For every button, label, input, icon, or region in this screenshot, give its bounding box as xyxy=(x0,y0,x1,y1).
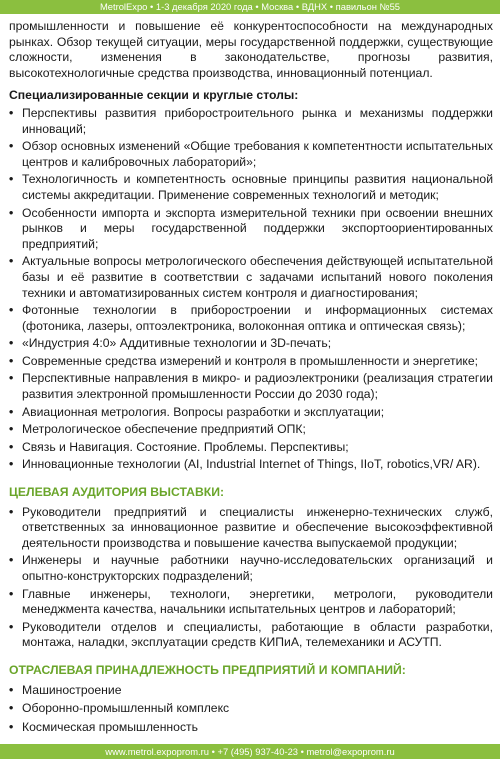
intro-paragraph: промышленности и повышение её конкурентоспособности на международных рынках. Обзор текущей ситуации, меры государственной поддержки, существующие сложности, изменения в законодательстве, прогнозы развития, высокотехнологичные средства производства, инновационный потенциал. xyxy=(9,19,493,80)
list-item: • Руководители отделов и специалисты, работающие в области разработки, монтажа, наладки, эксплуатации средств КИПиА, телемеханики и АСУТП. xyxy=(9,620,493,651)
list-item: • Перспективы развития приборостроительного рынка и механизмы поддержки инноваций; xyxy=(9,106,493,137)
list-item: • Инженеры и научные работники научно-исследовательских организаций и опытно-конструкторских подразделений; xyxy=(9,553,493,584)
audience-list xyxy=(9,505,493,651)
list-item: • Руководители предприятий и специалисты инженерно-технических служб, ответственных за инновационное развитие и обеспечение высокоэффективной деятельности производства и повышение качества выпускаемой продукции; xyxy=(9,505,493,552)
footer-bar xyxy=(0,744,500,759)
industry-heading: ОТРАСЛЕВАЯ ПРИНАДЛЕЖНОСТЬ ПРЕДПРИЯТИЙ И КОМПАНИЙ: xyxy=(9,662,406,677)
list-item: • Актуальные вопросы метрологического обеспечения действующей испытательной базы и её развитие в соответствии с задачами испытаний нового поколения техники и автоматизированных систем контроля и диагностирования; xyxy=(9,254,493,301)
list-item: • Особенности импорта и экспорта измерительной техники при освоении внешних рынков и меры государственной поддержки экспортоориентированных предприятий; xyxy=(9,206,493,253)
footer-text: www.metrol.expoprom.ru • +7 (495) 937-40-23 • metrol@expoprom.ru xyxy=(105,746,395,757)
list-item: • Машиностроение xyxy=(9,683,493,699)
header-bar xyxy=(0,0,500,14)
list-item: • Оборонно-промышленный комплекс xyxy=(9,701,493,717)
list-item: • Инновационные технологии (AI, Industrial Internet of Things, IIoT, robotics,VR/ AR). xyxy=(9,457,493,473)
sections-list xyxy=(9,106,493,473)
list-item: • Главные инженеры, технологи, энергетики, метрологи, руководители менеджмента качества, начальники испытательных центров и лабораторий; xyxy=(9,587,493,618)
header-text: MetrolExpo • 1-3 декабря 2020 года • Москва • ВДНХ • павильон №55 xyxy=(99,1,401,12)
list-item: • «Индустрия 4:0» Аддитивные технологии и 3D-печать; xyxy=(9,336,493,352)
list-item: • Современные средства измерений и контроля в промышленности и энергетике; xyxy=(9,354,493,370)
list-item: • Метрологическое обеспечение предприятий ОПК; xyxy=(9,422,493,438)
list-item: • Космическая промышленность xyxy=(9,720,493,736)
industry-list xyxy=(9,683,493,736)
list-item: • Фотонные технологии в приборостроении и информационных системах (фотоника, лазеры, оптоэлектроника, волоконная оптика и оптическая связь); xyxy=(9,303,493,334)
audience-heading: ЦЕЛЕВАЯ АУДИТОРИЯ ВЫСТАВКИ: xyxy=(9,485,225,500)
page-content xyxy=(9,19,493,738)
list-item: • Обзор основных изменений «Общие требования к компетентности испытательных центров и калибровочных лабораторий»; xyxy=(9,139,493,170)
list-item: • Связь и Навигация. Состояние. Проблемы. Перспективы; xyxy=(9,440,493,456)
list-item: • Технологичность и компетентность основные принципы развития национальной системы аккредитации. Применение современных технологий и методик; xyxy=(9,172,493,203)
list-item: • Перспективные направления в микро- и радиоэлектроники (реализация стратегии развития электронной промышленности России до 2030 года); xyxy=(9,371,493,402)
sections-heading: Специализированные секции и круглые столы: xyxy=(9,88,299,103)
list-item: • Авиационная метрология. Вопросы разработки и эксплуатации; xyxy=(9,405,493,421)
